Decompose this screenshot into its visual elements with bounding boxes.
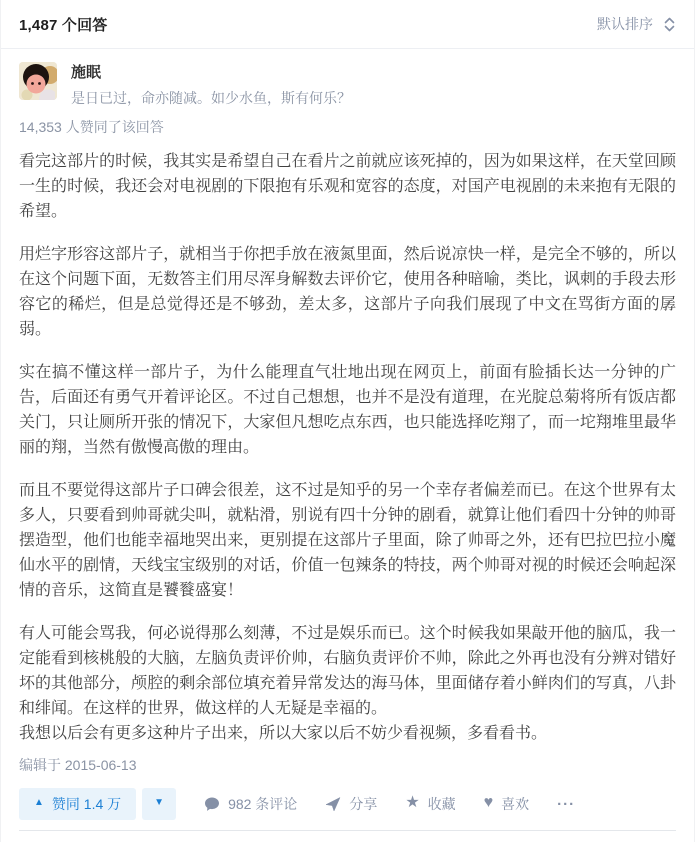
like-button[interactable]	[484, 796, 530, 812]
downvote-arrow-icon: ▼	[154, 797, 165, 808]
answer-paragraph: 用烂字形容这部片子，就相当于你把手放在液氮里面，然后说凉快一样，是完全不够的，所以在这个问题下面，无数答主们用尽浑身解数去评价它，使用各种暗喻，类比，讽刺的手段去形容它的稀烂，但是总觉得还是不够劲，差太多，这部片子向我们展现了中文在骂街方面的孱弱。	[19, 246, 676, 338]
edit-time[interactable]: 编辑于 2015-06-13	[19, 757, 137, 773]
share-button[interactable]	[325, 796, 377, 812]
bottom-divider	[19, 830, 676, 832]
answer-count-title: 1,487 个回答	[19, 16, 108, 34]
sort-dropdown[interactable]	[597, 14, 676, 34]
favorite-button[interactable]	[405, 796, 455, 812]
comment-bubble-icon	[204, 796, 220, 812]
author-name[interactable]: 施眠	[71, 64, 102, 81]
answer-paragraph: 实在搞不懂这样一部片子，为什么能理直气壮地出现在网页上，前面有脸插长达一分钟的广告，后面还有勇气开着评论区。不过自己想想，也并不是没有道理，在光腚总菊将所有饭店都关门，只让厕所开张的情况下，大家但凡想吃点东西，也只能选择吃翔了，而一坨翔堆里最华丽的翔，当然有傲慢高傲的理由。	[19, 364, 676, 456]
answer-body	[19, 149, 676, 746]
like-label: 喜欢	[501, 796, 530, 812]
favorite-label: 收藏	[427, 796, 456, 812]
action-bar	[19, 788, 676, 824]
upvote-button[interactable]	[19, 788, 136, 820]
author-info	[71, 62, 351, 107]
answer-card	[1, 49, 694, 842]
answer-paragraph: 而且不要觉得这部片子口碑会很差，这不过是知乎的另一个幸存者偏差而已。在这个世界有太多人，只要看到帅哥就尖叫，就粘滑，别说有四十分钟的剧看，就算让他们看四十分钟的帅哥摆造型，他们也能幸福地哭出来，更别提在这部片子里面，除了帅哥之外，还有巴拉巴拉小魔仙水平的剧情，天线宝宝级别的对话，价值一包辣条的特技，两个帅哥对视的时候还会响起深情的音乐，这简直是饕餮盛宴！	[19, 482, 676, 599]
star-icon: ★	[405, 794, 420, 811]
sort-arrows-icon	[663, 17, 676, 32]
answer-paragraph: 有人可能会骂我，何必说得那么刻薄，不过是娱乐而已。这个时候我如果敲开他的脑瓜，我一定能看到核桃般的大脑，左脑负责评价帅，右脑负责评价不帅，除此之外再也没有分辨对错好坏的其他部分，颅腔的剩余部位填充着异常发达的海马体，里面储存着小鲜肉们的写真，八卦和绯闻。在这样的世界，做这样的人无疑是幸福的。	[19, 625, 676, 717]
sort-dropdown-label: 默认排序	[597, 16, 653, 32]
share-plane-icon	[325, 796, 341, 812]
comments-label: 982 条评论	[228, 796, 298, 812]
more-actions-button[interactable]: ···	[557, 795, 576, 813]
answer-paragraph: 看完这部片的时候，我其实是希望自己在看片之前就应该死掉的，因为如果这样，在天堂回顾一生的时候，我还会对电视剧的下限抱有乐观和宽容的态度，对国产电视剧的未来抱有无限的希望。	[19, 153, 676, 220]
author-bio: 是日已过，命亦随减。如少水鱼，斯有何乐？	[71, 90, 351, 106]
upvote-label: 赞同 1.4 万	[51, 796, 122, 812]
heart-icon: ♥	[483, 794, 494, 811]
vote-meta: 14,353 人赞同了该回答	[19, 119, 164, 135]
answers-header	[1, 0, 694, 49]
comments-button[interactable]	[204, 796, 297, 812]
upvote-arrow-icon: ▲	[34, 797, 44, 808]
downvote-button[interactable]	[142, 788, 176, 820]
author-row	[19, 62, 676, 107]
avatar[interactable]	[19, 62, 57, 100]
share-label: 分享	[349, 796, 378, 812]
answer-paragraph: 我想以后会有更多这种片子出来，所以大家以后不妨少看视频，多看看书。	[19, 725, 548, 742]
